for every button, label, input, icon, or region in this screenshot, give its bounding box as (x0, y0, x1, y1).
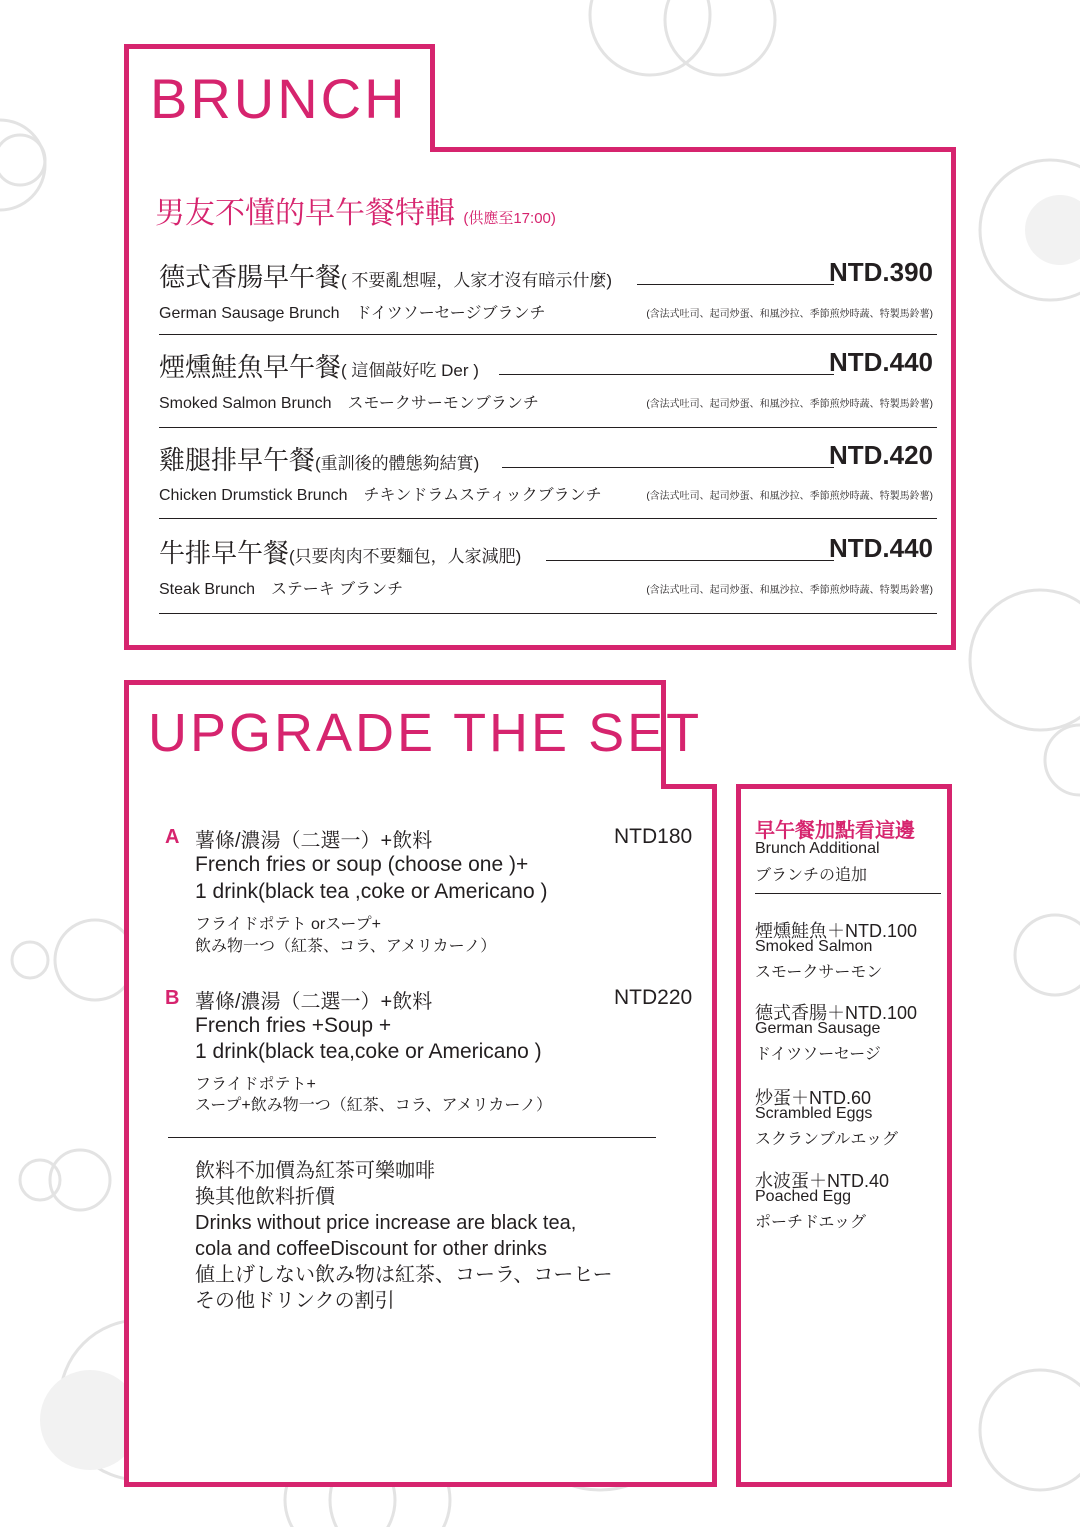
note-line: cola and coffeeDiscount for other drinks (195, 1238, 548, 1260)
option-jp-line: 飲み物一つ（紅茶、コラ、アメリカーノ） (195, 938, 497, 955)
price-leader-line (637, 284, 834, 285)
price-leader-line (502, 467, 834, 468)
dish-name-en: Steak Brunch ステーキ ブランチ (159, 581, 404, 598)
dish-price: NTD.390 (828, 257, 933, 287)
dish-name-cn: 煙燻鮭魚早午餐 (159, 352, 342, 382)
brunch-item-name (159, 347, 479, 384)
dish-name-en: German Sausage Brunch ドイツソーセージブランチ (159, 305, 546, 322)
option-price: NTD180 (614, 825, 693, 848)
additional-item-en: German Sausage (755, 1020, 881, 1037)
option-letter: A (165, 826, 180, 848)
upgrade-divider (168, 1137, 656, 1138)
note-line: 値上げしない飲み物は紅茶、コーラ、コーヒー (195, 1264, 613, 1286)
additional-item-jp: スモークサーモン (755, 964, 883, 981)
note-line: 飲料不加價為紅茶可樂咖啡 (195, 1160, 435, 1182)
additional-item-cn: 煙燻鮭魚＋NTD.100 (755, 921, 918, 941)
dish-note: (只要肉肉不要麵包，人家減肥) (289, 547, 522, 566)
dish-name-cn: 雞腿排早午餐 (159, 445, 316, 475)
option-en-line: 1 drink(black tea,coke or Americano ) (195, 1040, 542, 1063)
dish-name-en: Chicken Drumstick Brunch チキンドラムスティックブランチ (159, 487, 602, 504)
dish-includes: (含法式吐司、起司炒蛋、和風沙拉、季節煎炒時蔬、特製馬鈴薯) (646, 585, 933, 596)
brunch-item-name (159, 440, 479, 477)
option-en-line: 1 drink(black tea ,coke or Americano ) (195, 880, 548, 903)
additional-item-en: Poached Egg (755, 1188, 852, 1205)
brunch-items (129, 152, 951, 645)
item-separator (159, 613, 937, 614)
additional-item-cn: 炒蛋＋NTD.60 (755, 1088, 872, 1108)
option-jp-line: フライドポテト+ (195, 1076, 316, 1093)
brunch-subtitle: 男友不懂的早午餐特輯 (供應至17:00) (155, 197, 556, 230)
note-line: Drinks without price increase are black tea, (195, 1212, 577, 1234)
dish-name-cn: 牛排早午餐 (159, 538, 290, 568)
option-jp-line: スープ+飲み物一つ（紅茶、コラ、アメリカーノ） (195, 1097, 553, 1114)
additional-item-en: Smoked Salmon (755, 938, 873, 955)
option-title: 薯條/濃湯（二選一）+飲料 (195, 830, 433, 852)
option-en-line: French fries +Soup + (195, 1014, 392, 1037)
price-leader-line (499, 374, 834, 375)
brunch-heading: BRUNCH (150, 67, 408, 130)
option-letter: B (165, 987, 180, 1009)
option-en-line: French fries or soup (choose one )+ (195, 853, 529, 876)
item-separator (159, 518, 937, 519)
price-leader-line (546, 560, 834, 561)
item-separator (159, 427, 937, 428)
upgrade-heading: UPGRADE THE SET (148, 703, 703, 763)
additional-panel (736, 784, 952, 1487)
additional-item-jp: スクランブルエッグ (755, 1131, 899, 1148)
additional-title-jp: ブランチの追加 (755, 867, 868, 884)
dish-price: NTD.440 (828, 347, 933, 377)
dish-note: (重訓後的體態夠結實) (315, 454, 480, 473)
dish-price: NTD.440 (828, 533, 933, 563)
note-line: その他ドリンクの割引 (195, 1290, 395, 1312)
dish-name-en: Smoked Salmon Brunch スモークサーモンブランチ (159, 395, 539, 412)
additional-item-en: Scrambled Eggs (755, 1105, 873, 1122)
additional-divider (755, 893, 941, 894)
dish-note: ( 這個敲好吃 Der ) (341, 361, 479, 380)
dish-includes: (含法式吐司、起司炒蛋、和風沙拉、季節煎炒時蔬、特製馬鈴薯) (646, 399, 933, 410)
drink-notes (195, 1158, 613, 1314)
brunch-item-name (159, 257, 612, 294)
additional-title-en: Brunch Additional (755, 840, 880, 857)
dish-includes: (含法式吐司、起司炒蛋、和風沙拉、季節煎炒時蔬、特製馬鈴薯) (646, 491, 933, 502)
additional-item-cn: 水波蛋＋NTD.40 (755, 1171, 890, 1191)
dish-name-cn: 德式香腸早午餐 (159, 262, 342, 292)
dish-note: ( 不要亂想喔，人家才沒有暗示什麼) (341, 271, 613, 290)
serving-hours-note: (供應至17:00) (463, 210, 556, 227)
additional-item-jp: ドイツソーセージ (755, 1046, 881, 1063)
note-line: 換其他飲料折價 (195, 1186, 335, 1208)
additional-title: 早午餐加點看這邊 (755, 820, 915, 842)
option-title: 薯條/濃湯（二選一）+飲料 (195, 991, 433, 1013)
option-price: NTD220 (614, 986, 693, 1009)
item-separator (159, 334, 937, 335)
option-jp-line: フライドポテト orスープ+ (195, 916, 381, 933)
dish-includes: (含法式吐司、起司炒蛋、和風沙拉、季節煎炒時蔬、特製馬鈴薯) (646, 309, 933, 320)
additional-item-jp: ポーチドエッグ (755, 1214, 867, 1231)
additional-item-cn: 德式香腸＋NTD.100 (755, 1003, 918, 1023)
brunch-item-name (159, 533, 521, 570)
dish-price: NTD.420 (828, 440, 933, 470)
